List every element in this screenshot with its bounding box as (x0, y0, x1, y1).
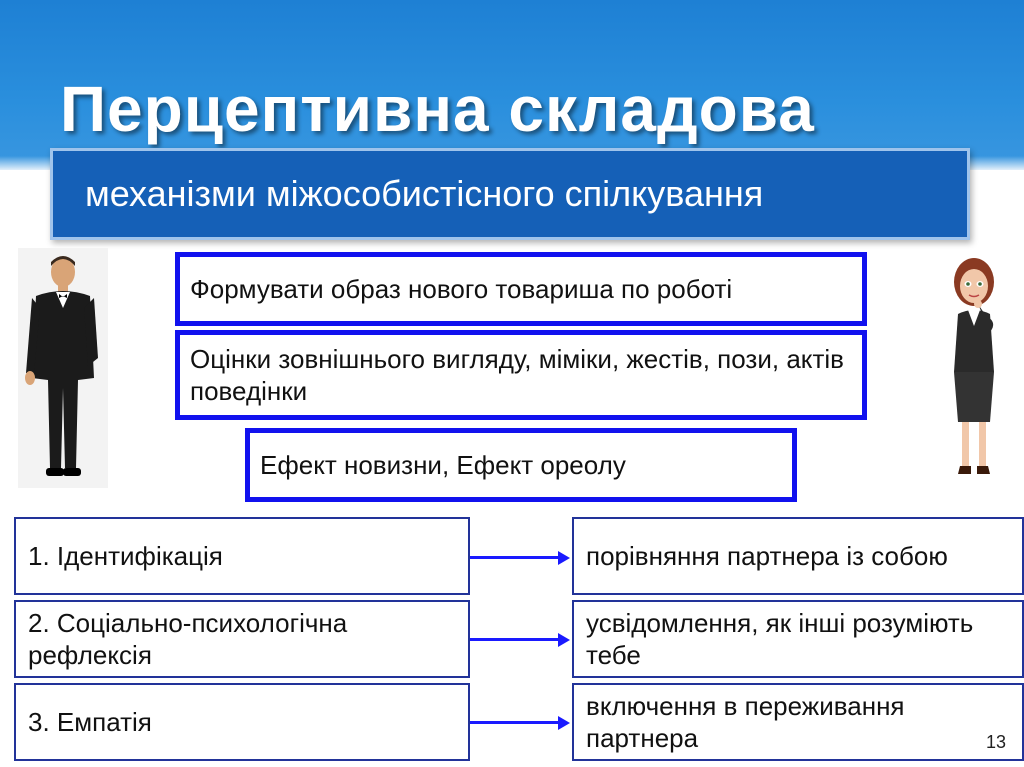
mechanism-description-box (572, 517, 1024, 595)
appearance-assessment-text: Оцінки зовнішнього вигляду, міміки, жестів, пози, актів поведінки (190, 343, 844, 406)
mechanism-name-box (14, 517, 470, 595)
subtitle-text: механізми міжособистісного спілкування (85, 173, 764, 214)
arrow-icon (470, 716, 570, 730)
mechanism-name: 1. Ідентифікація (28, 540, 223, 571)
effects-box (245, 428, 797, 502)
form-image-box (175, 252, 867, 326)
mechanism-name: 3. Емпатія (28, 706, 152, 737)
slide-title: Перцептивна складова (60, 73, 815, 145)
mechanism-name-box (14, 600, 470, 678)
woman-figure-icon (938, 252, 1008, 482)
mechanism-name-box (14, 683, 470, 761)
mechanism-name: 2. Соціально-психологічна рефлексія (28, 607, 348, 670)
effects-text: Ефект новизни, Ефект ореолу (260, 449, 626, 480)
subtitle-banner (50, 148, 970, 240)
mechanism-description-box (572, 600, 1024, 678)
mechanism-description: порівняння партнера із собою (586, 540, 948, 571)
mechanism-description: усвідомлення, як інші розуміють тебе (586, 607, 974, 670)
page-number: 13 (985, 732, 1006, 752)
mechanism-description-box (572, 683, 1024, 761)
form-image-text: Формувати образ нового товариша по роботі (190, 273, 733, 304)
man-figure-icon (18, 248, 108, 488)
arrow-icon (470, 633, 570, 647)
appearance-assessment-box (175, 330, 867, 420)
arrow-icon (470, 551, 570, 565)
mechanism-description: включення в переживання партнера (586, 690, 905, 753)
